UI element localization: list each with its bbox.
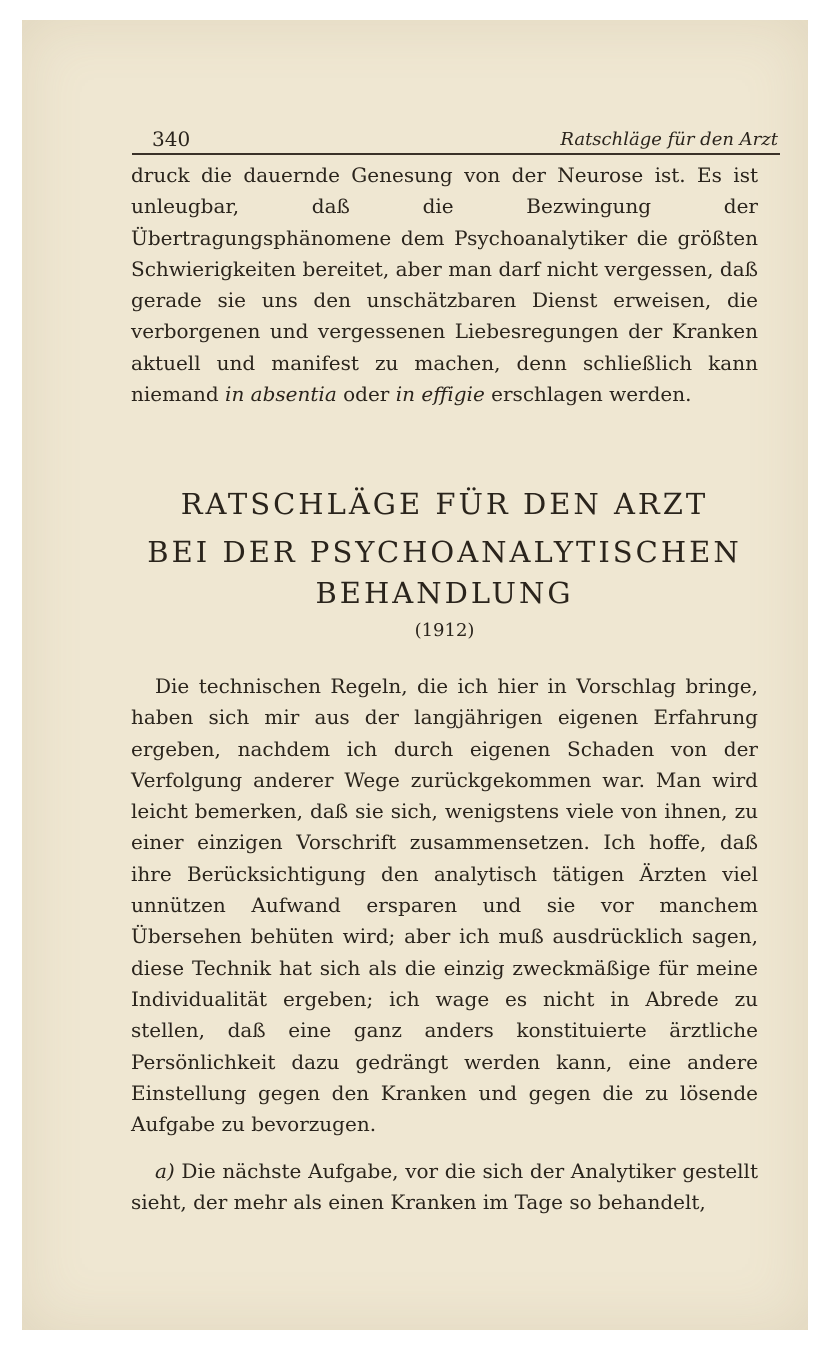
chapter-title-line-2: BEI DER PSYCHOANALYTISCHEN (147, 535, 742, 569)
running-title: Ratschläge für den Arzt (560, 129, 778, 150)
emphasis-in-absentia: in absentia (225, 382, 337, 407)
chapter-year: (1912) (414, 620, 475, 641)
page-number: 340 (152, 127, 191, 151)
chapter-title-line-3: BEHANDLUNG (315, 576, 574, 610)
page-header (132, 123, 780, 155)
emphasis-in-effigie: in effigie (395, 382, 485, 407)
paragraph-intro: Die technischen Regeln, die ich hier in Vorschlag bringe, haben sich mir aus der langjährigen eigenen Erfahrung ergeben, nachdem ich durch eigenen Schaden von der Verfolgung anderer Wege zurückgekommen war. Man wird leicht bemerken, daß sie sich, wenigstens viele von ihnen, zu einer einzigen Vorschrift zusammensetzen. Ich hoffe, daß ihre Berücksichtigung den analytisch tätigen Ärzten viel unnützen Aufwand ersparen und sie vor manchem Übersehen behüten wird; aber ich muß ausdrücklich sagen, diese Technik hat sich als die einzig zweckmäßige für meine Individualität ergeben; ich wage es nicht in Abrede zu stellen, daß eine ganz anders konstituierte ärztliche Persönlichkeit dazu gedrängt werden kann, eine andere Einstellung gegen den Kranken und gegen die zu lösende Aufgabe zu bevorzugen. (131, 674, 758, 1137)
section-marker: a) (155, 1159, 175, 1183)
paragraph-continuation: druck die dauernde Genesung von der Neurose ist. Es ist unleugbar, daß die Bezwingung der Übertragungsphänomene dem Psychoanalytiker die größten Schwierigkeiten bereitet, aber man darf nicht vergessen, daß gerade sie uns den unschätzbaren Dienst erweisen, die verborgenen und vergessenen Liebesregungen der Kranken aktuell und manifest zu machen, denn schließlich kann niemand in absentia oder in effigie erschlagen werden. (131, 163, 758, 407)
paragraph-section-a: a) Die nächste Aufgabe, vor die sich der Analytiker gestellt sieht, der mehr als einen Kranken im Tage so behandelt, (131, 1159, 758, 1215)
chapter-title-line-1: RATSCHLÄGE FÜR DEN ARZT (180, 487, 709, 521)
